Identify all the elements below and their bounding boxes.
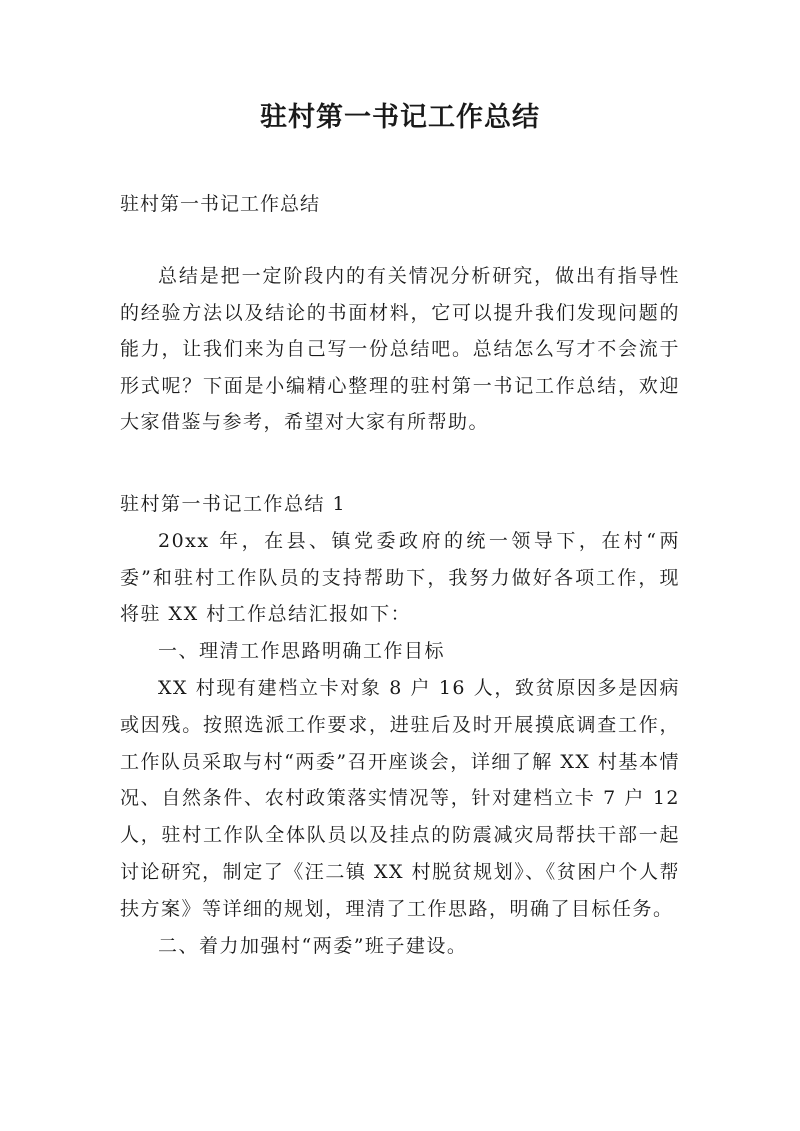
document-body (120, 486, 680, 964)
subsection-heading-one: 一、理清工作思路明确工作目标 (158, 640, 446, 663)
intro-paragraph: 总结是把一定阶段内的有关情况分析研究，做出有指导性的经验方法以及结论的书面材料，它可以提升我们发现问题的能力，让我们来为自己写一份总结吧。总结怎么写才不会流于形式呢？下面是小编精心整理的驻村第一书记工作总结，欢迎大家借鉴与参考，希望对大家有所帮助。 (120, 265, 680, 433)
body-paragraph: 20xx 年，在县、镇党委政府的统一领导下，在村“两委”和驻村工作队员的支持帮助下，我努力做好各项工作，现将驻 XX 村工作总结汇报如下： (120, 529, 680, 626)
body-paragraph: XX 村现有建档立卡对象 8 户 16 人，致贫原因多是因病或因残。按照选派工作要求，进驻后及时开展摸底调查工作，工作队员采取与村“两委”召开座谈会，详细了解 XX 村基本情况、自然条件、农村政策落实情况等，针对建档立卡 7 户 12 人，驻村工作队全体队员以及挂点的防震减灾局帮扶干部一起讨论研究，制定了《汪二镇 XX 村脱贫规划》、《贫困户个人帮扶方案》等详细的规划，理清了工作思路，明确了目标任务。 (120, 676, 680, 920)
subsection-heading-two: 二、着力加强村“两委”班子建设。 (158, 934, 468, 957)
section-heading: 驻村第一书记工作总结 1 (120, 493, 347, 515)
document-title: 驻村第一书记工作总结 (260, 102, 540, 133)
document-subtitle: 驻村第一书记工作总结 (120, 193, 321, 215)
